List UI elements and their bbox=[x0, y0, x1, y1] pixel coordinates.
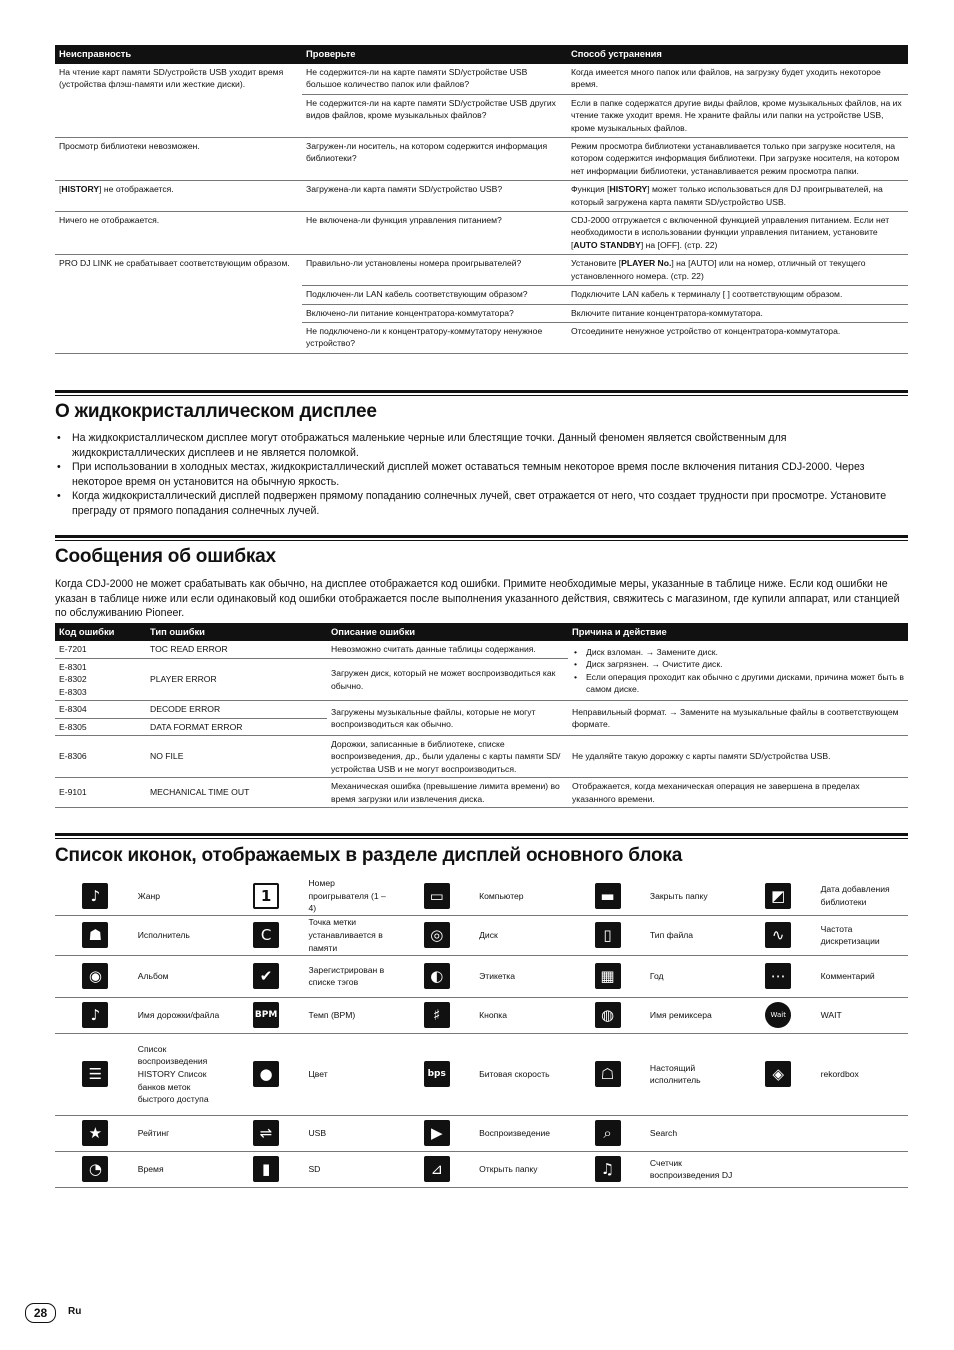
section-rule bbox=[55, 833, 908, 836]
icon-cell bbox=[55, 955, 136, 997]
icon-label: Кнопка bbox=[477, 997, 567, 1033]
icon-cell bbox=[738, 877, 819, 915]
icon-label: Комментарий bbox=[819, 955, 908, 997]
computer-icon: ▭ bbox=[424, 883, 450, 909]
track-icon: ♪ bbox=[82, 1002, 108, 1028]
error-cause: Не удаляйте такую дорожку с карты памяти SD/устройства USB. bbox=[568, 735, 908, 777]
check-cell: Включено-ли питание концентратора-коммутатора? bbox=[302, 304, 567, 322]
check-cell: Загружен-ли носитель, на котором содержится информация библиотеки? bbox=[302, 138, 567, 181]
icon-list-table bbox=[55, 877, 908, 1188]
icon-cell bbox=[55, 1115, 136, 1151]
icon-label: Открыть папку bbox=[477, 1151, 567, 1187]
errors-intro: Когда CDJ-2000 не может срабатывать как обычно, на дисплее отображается код ошибки. Примите необходимые меры, указанные в таблице ниже. Если код ошибки не указан в таблице ниже или если одинаковый код ошибки отображается после выполнения указанного действия, свяжитесь с магазином, где купили аппарат, или станцией по обслуживанию Pioneer. bbox=[55, 578, 900, 620]
section-rule bbox=[55, 838, 908, 839]
icon-cell bbox=[396, 1115, 477, 1151]
icon-label: Тип файла bbox=[648, 915, 738, 955]
icon-label: Год bbox=[648, 955, 738, 997]
check-cell: Не подключено-ли к концентратору-коммутатору ненужное устройство? bbox=[302, 322, 567, 353]
icon-label: SD bbox=[306, 1151, 396, 1187]
icon-label: Альбом bbox=[136, 955, 226, 997]
column-header: Проверьте bbox=[302, 45, 567, 64]
check-cell: Не содержится-ли на карте памяти SD/устройстве USB других видов файлов, кроме музыкальных файлов? bbox=[302, 94, 567, 137]
icon-label: Битовая скорость bbox=[477, 1033, 567, 1115]
check-cell: Не включена-ли функция управления питанием? bbox=[302, 212, 567, 255]
icon-label: Диск bbox=[477, 915, 567, 955]
icon-label: USB bbox=[306, 1115, 396, 1151]
error-cause bbox=[568, 641, 908, 700]
remixer-icon: ◍ bbox=[595, 1002, 621, 1028]
icon-row bbox=[55, 877, 908, 915]
tag-list-icon: ✔ bbox=[253, 963, 279, 989]
icon-label: Имя ремиксера bbox=[648, 997, 738, 1033]
icon-row bbox=[55, 915, 908, 955]
icon-label: Закрыть папку bbox=[648, 877, 738, 915]
icon-cell bbox=[738, 1033, 819, 1115]
playlist-icon: ☰ bbox=[82, 1061, 108, 1087]
icon-label: Search bbox=[648, 1115, 738, 1151]
icon-cell bbox=[226, 915, 307, 955]
table-row bbox=[55, 212, 908, 255]
icon-cell bbox=[55, 1033, 136, 1115]
icon-label: Этикетка bbox=[477, 955, 567, 997]
icon-cell bbox=[55, 877, 136, 915]
page-number: 28 bbox=[25, 1303, 56, 1323]
color-icon: ● bbox=[253, 1061, 279, 1087]
hot-cue-icon: C bbox=[253, 922, 279, 948]
icon-cell bbox=[567, 997, 648, 1033]
table-row bbox=[55, 735, 908, 777]
icon-row bbox=[55, 1115, 908, 1151]
solution-cell: Отсоедините ненужное устройство от концентратора-коммутатора. bbox=[567, 322, 908, 353]
table-header-row bbox=[55, 623, 908, 641]
solution-cell: Подключите LAN кабель к терминалу [ ] соответствующим образом. bbox=[567, 286, 908, 304]
error-type: TOC READ ERROR bbox=[146, 641, 327, 658]
solution-cell: Включите питание концентратора-коммутатора. bbox=[567, 304, 908, 322]
year-icon: ▦ bbox=[595, 963, 621, 989]
section-rule bbox=[55, 540, 908, 541]
error-type: DECODE ERROR bbox=[146, 701, 327, 718]
icon-row bbox=[55, 955, 908, 997]
error-cause: Отображается, когда механическая операция не завершена в пределах указанного времени. bbox=[568, 778, 908, 808]
table-row bbox=[55, 64, 908, 94]
error-type: NO FILE bbox=[146, 735, 327, 777]
error-code: E-8301 E-8302 E-8303 bbox=[55, 658, 146, 700]
artist-icon: ☗ bbox=[82, 922, 108, 948]
icon-cell bbox=[396, 1151, 477, 1187]
section-title-errors: Сообщения об ошибках bbox=[55, 546, 276, 567]
icon-cell bbox=[226, 1151, 307, 1187]
icon-cell bbox=[738, 955, 819, 997]
troubleshooting-table bbox=[55, 45, 908, 354]
table-row bbox=[55, 701, 908, 718]
icon-cell bbox=[226, 955, 307, 997]
list-item: • Когда жидкокристаллический дисплей подвержен прямому попаданию солнечных лучей, свет отражается от него, что создает трудности при просмотре. Установите преграду от прямого попадания солнечных лучей. bbox=[55, 489, 895, 518]
list-item: • На жидкокристаллическом дисплее могут отображаться маленькие черные или блестящие точки. Данный феномен является свойственным для жидкокристаллических дисплеев и не является поломкой. bbox=[55, 431, 895, 460]
icon-cell bbox=[738, 997, 819, 1033]
problem-cell: [HISTORY] не отображается. bbox=[55, 181, 302, 212]
bpm-icon: BPM bbox=[253, 1002, 279, 1028]
error-code: E-7201 bbox=[55, 641, 146, 658]
icon-cell bbox=[226, 997, 307, 1033]
sampling-rate-icon: ∿ bbox=[765, 922, 791, 948]
icon-label bbox=[819, 1151, 908, 1187]
table-header-row bbox=[55, 45, 908, 64]
error-codes-table bbox=[55, 623, 908, 808]
icon-cell bbox=[226, 877, 307, 915]
table-row bbox=[55, 138, 908, 181]
problem-cell: Просмотр библиотеки невозможен. bbox=[55, 138, 302, 181]
icon-cell bbox=[738, 1115, 819, 1151]
error-description: Механическая ошибка (превышение лимита времени) во время загрузки или извлечения диска. bbox=[327, 778, 568, 808]
icon-label: Настоящий исполнитель bbox=[648, 1033, 738, 1115]
icon-cell bbox=[396, 877, 477, 915]
table-row bbox=[55, 255, 908, 286]
check-cell: Не содержится-ли на карте памяти SD/устройстве USB большое количество папок или файлов? bbox=[302, 64, 567, 94]
solution-cell: Установите [PLAYER No.] на [AUTO] или на номер, отличный от текущего установленного номера. (стр. 22) bbox=[567, 255, 908, 286]
check-cell: Загружена-ли карта памяти SD/устройство USB? bbox=[302, 181, 567, 212]
icon-rows bbox=[55, 877, 908, 1187]
error-type: MECHANICAL TIME OUT bbox=[146, 778, 327, 808]
error-type: DATA FORMAT ERROR bbox=[146, 718, 327, 735]
icon-row bbox=[55, 1033, 908, 1115]
error-description: Невозможно считать данные таблицы содержания. bbox=[327, 641, 568, 658]
error-code: E-8304 bbox=[55, 701, 146, 718]
solution-cell: Если в папке содержатся другие виды файлов, кроме музыкальных файлов, на их чтение также уходит время. Не храните файлы или папки на устройстве USB, кроме музыкальных файлов. bbox=[567, 94, 908, 137]
icon-label: Номер проигрывателя (1 – 4) bbox=[306, 877, 396, 915]
icon-cell bbox=[55, 915, 136, 955]
dj-play-count-icon: ♫ bbox=[595, 1156, 621, 1182]
icon-cell bbox=[55, 1151, 136, 1187]
icon-label: Точка метки устанавливается в памяти bbox=[306, 915, 396, 955]
column-header: Причина и действие bbox=[568, 623, 908, 641]
lcd-bullet-list bbox=[55, 431, 895, 519]
check-cell: Подключен-ли LAN кабель соответствующим образом? bbox=[302, 286, 567, 304]
icon-cell bbox=[226, 1115, 307, 1151]
icon-cell bbox=[396, 955, 477, 997]
search-icon: ⌕ bbox=[595, 1120, 621, 1146]
table-row bbox=[55, 778, 908, 808]
playback-icon: ▶ bbox=[424, 1120, 450, 1146]
section-rule bbox=[55, 390, 908, 393]
bitrate-icon: bps bbox=[424, 1061, 450, 1087]
list-item: • Если операция проходит как обычно с другими дисками, причина может быть в самом диске. bbox=[572, 671, 904, 696]
problem-cell: Ничего не отображается. bbox=[55, 212, 302, 255]
problem-cell: На чтение карт памяти SD/устройств USB уходит время (устройства флэш-памяти или жесткие диски). bbox=[55, 64, 302, 138]
error-code: E-9101 bbox=[55, 778, 146, 808]
error-type: PLAYER ERROR bbox=[146, 658, 327, 700]
table-row bbox=[55, 181, 908, 212]
icon-label: Темп (BPM) bbox=[306, 997, 396, 1033]
icon-cell bbox=[567, 877, 648, 915]
solution-cell: Когда имеется много папок или файлов, на загрузку будет уходить некоторое время. bbox=[567, 64, 908, 94]
icon-cell bbox=[55, 997, 136, 1033]
icon-label: Список воспроизведения HISTORY Список банков меток быстрого доступа bbox=[136, 1033, 226, 1115]
section-rule bbox=[55, 535, 908, 538]
icon-cell bbox=[567, 1115, 648, 1151]
list-item: • При использовании в холодных местах, жидкокристаллический дисплей может оставаться темным некоторое время после включения питания CDJ-2000. Через некоторое время он установится на обычную яркость. bbox=[55, 460, 895, 489]
icon-label: Зарегистрирован в списке тэгов bbox=[306, 955, 396, 997]
column-header: Описание ошибки bbox=[327, 623, 568, 641]
check-cell: Правильно-ли установлены номера проигрывателей? bbox=[302, 255, 567, 286]
icon-label: Цвет bbox=[306, 1033, 396, 1115]
icon-label: Компьютер bbox=[477, 877, 567, 915]
player-number-icon: 1 bbox=[253, 883, 279, 909]
album-icon: ◉ bbox=[82, 963, 108, 989]
original-artist-icon: ☖ bbox=[595, 1061, 621, 1087]
error-code: E-8306 bbox=[55, 735, 146, 777]
library-date-icon: ◩ bbox=[765, 883, 791, 909]
label-icon: ◐ bbox=[424, 963, 450, 989]
section-title-lcd: О жидкокристаллическом дисплее bbox=[55, 401, 377, 422]
language-code: Ru bbox=[68, 1306, 82, 1317]
close-folder-icon: ▬ bbox=[595, 883, 621, 909]
list-item: • Диск загрязнен. → Очистите диск. bbox=[572, 658, 904, 670]
comment-icon: ⋯ bbox=[765, 963, 791, 989]
column-header: Способ устранения bbox=[567, 45, 908, 64]
icon-cell bbox=[738, 1151, 819, 1187]
icon-cell bbox=[396, 1033, 477, 1115]
icon-cell bbox=[567, 1151, 648, 1187]
error-description: Загружен диск, который не может воспроизводиться как обычно. bbox=[327, 658, 568, 700]
table-row bbox=[55, 641, 908, 658]
icon-label: Воспроизведение bbox=[477, 1115, 567, 1151]
icon-cell bbox=[567, 915, 648, 955]
open-folder-icon: ⊿ bbox=[424, 1156, 450, 1182]
icon-label: Счетчик воспроизведения DJ bbox=[648, 1151, 738, 1187]
list-item: • Диск взломан. → Замените диск. bbox=[572, 646, 904, 658]
icon-label: rekordbox bbox=[819, 1033, 908, 1115]
file-type-icon: ▯ bbox=[595, 922, 621, 948]
wait-icon: Wait bbox=[765, 1002, 791, 1028]
icon-row bbox=[55, 997, 908, 1033]
icon-label: Время bbox=[136, 1151, 226, 1187]
solution-cell: Режим просмотра библиотеки устанавливается только при загрузке носителя, на котором содержится информация библиотеки. При загрузке носителя, на котором нет информации библиотеки, устанавливается режим просмотра папки. bbox=[567, 138, 908, 181]
rekordbox-icon: ◈ bbox=[765, 1061, 791, 1087]
icon-label: Жанр bbox=[136, 877, 226, 915]
sd-icon: ▮ bbox=[253, 1156, 279, 1182]
column-header: Код ошибки bbox=[55, 623, 146, 641]
genre-icon: ♪ bbox=[82, 883, 108, 909]
section-rule bbox=[55, 395, 908, 396]
icon-label: Рейтинг bbox=[136, 1115, 226, 1151]
error-description: Загружены музыкальные файлы, которые не могут воспроизводиться как обычно. bbox=[327, 701, 568, 736]
time-icon: ◔ bbox=[82, 1156, 108, 1182]
problem-cell: PRO DJ LINK не срабатывает соответствующим образом. bbox=[55, 255, 302, 353]
icon-label bbox=[819, 1115, 908, 1151]
icon-cell bbox=[567, 1033, 648, 1115]
icon-row bbox=[55, 1151, 908, 1187]
error-code: E-8305 bbox=[55, 718, 146, 735]
key-icon: ♯ bbox=[424, 1002, 450, 1028]
column-header: Неисправность bbox=[55, 45, 302, 64]
icon-label: Дата добавления библиотеки bbox=[819, 877, 908, 915]
disc-icon: ◎ bbox=[424, 922, 450, 948]
icon-cell bbox=[396, 997, 477, 1033]
icon-label: Частота дискретизации bbox=[819, 915, 908, 955]
icon-cell bbox=[567, 955, 648, 997]
column-header: Тип ошибки bbox=[146, 623, 327, 641]
section-title-icons: Список иконок, отображаемых в разделе дисплей основного блока bbox=[55, 845, 683, 866]
icon-label: Исполнитель bbox=[136, 915, 226, 955]
icon-label: Имя дорожки/файла bbox=[136, 997, 226, 1033]
usb-icon: ⇌ bbox=[253, 1120, 279, 1146]
solution-cell: Функция [HISTORY] может только использоваться для DJ проигрывателей, на который загружена карта памяти SD/устройство USB. bbox=[567, 181, 908, 212]
error-description: Дорожки, записанные в библиотеке, списке воспроизведения, др., были удалены с карты памяти SD/устройства USB и не могут воспроизводиться. bbox=[327, 735, 568, 777]
icon-label: WAIT bbox=[819, 997, 908, 1033]
icon-cell bbox=[226, 1033, 307, 1115]
icon-cell bbox=[738, 915, 819, 955]
solution-cell: CDJ-2000 отгружается с включенной функцией управления питанием. Если нет необходимости в использовании функции управления питанием, установите [AUTO STANDBY] на [OFF]. (стр. 22) bbox=[567, 212, 908, 255]
rating-icon: ★ bbox=[82, 1120, 108, 1146]
error-cause: Неправильный формат. → Замените на музыкальные файлы в соответствующем формате. bbox=[568, 701, 908, 736]
icon-cell bbox=[396, 915, 477, 955]
